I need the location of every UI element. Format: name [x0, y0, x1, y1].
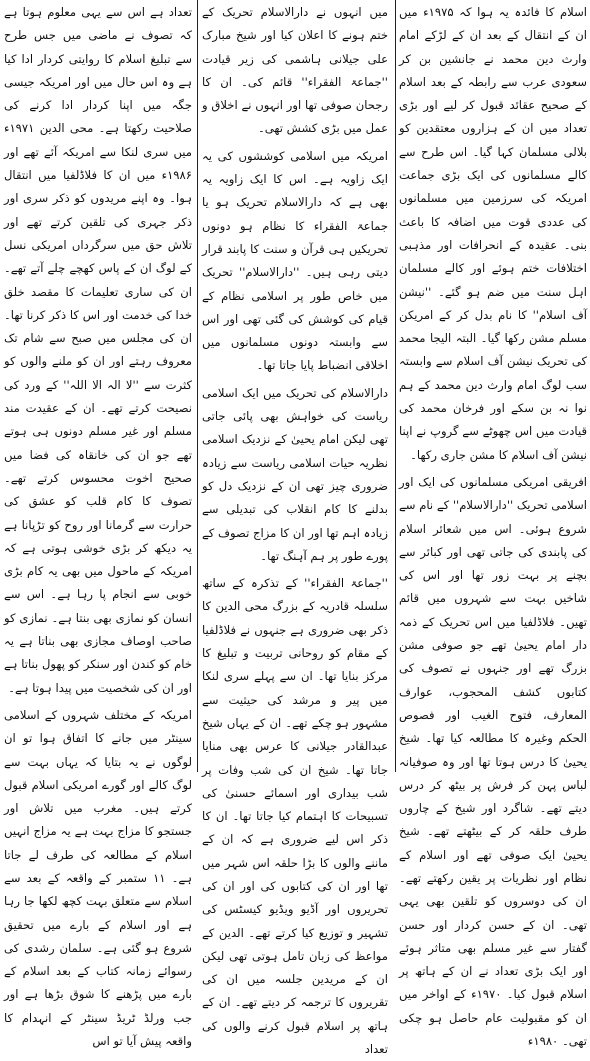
- column-divider: [395, 0, 396, 772]
- paragraph: اسلام کا فائدہ یہ ہوا کہ ۱۹۷۵ء میں ان کے انتقال کے بعد ان کے لڑکے امام وارث دین محمد نے جانشین بن کر سعودی عرب سے رابطہ کے بعد اسلام کے صحیح عقائد قبول کر لیے اور بڑی تعداد میں ان کے ہزاروں معتقدین کو بلالی مسلمان کہا گیا۔ اس طرح سے کالے مسلمانوں کی ایک بڑی جماعت امریکہ کی سرزمین میں مسلمانوں کی عددی قوت میں اضافہ کا باعث بنی۔ عقیدہ کے انحرافات اور مذہبی اختلافات ختم ہوئے اور کالے مسلمان اہل سنت میں ضم ہو گئے۔ ''نیشن آف اسلام'' کا نام بدل کر کے امریکن مسلم مشن رکھا گیا۔ البتہ الیجا محمد کی تحریک نیشن آف اسلام سے وابستہ سب لوگ امام وارث دین محمد کے ہم نوا نہ بن سکے اور فرخان محمد کی قیادت میں اس چھوٹے سے گروپ نے اپنا نیشن آف اسلام کا مشن جاری رکھا۔: [399, 5, 588, 462]
- article-column-left: [3, 0, 192, 1049]
- paragraph: افریقی امریکی مسلمانوں کی ایک اور اسلامی تحریک ''دارالاسلام'' کے نام سے شروع ہوئی۔ اس میں شعائر اسلام کی پابندی کی جاتی تھی اور کبائر سے بچنے پر بہت زور تھا اور اس کی شاخیں بہت سے شہروں میں قائم تھیں۔ فلاڈلفیا میں اس تحریک کے ذمہ دار امام یحییٰ تھے جو صوفی مشن بزرگ تھے اور جنہوں نے تصوف کی کتابوں کشف المحجوب، عوارف المعارف، فتوح الغیب اور فصوص الحکم وغیرہ کا مطالعہ کیا تھا۔ شیخ یحییٰ کا درس ہوتا تھا اور وہ صوفیانہ لباس پہن کر فرش پر بیٹھ کر درس دیتے تھے۔ شاگرد اور شیخ کے چاروں طرف حلقہ کر کے بیٹھتے تھے۔ شیخ یحییٰ ایک صوفی تھے اور اسلام کے نظام اور نظریات پر یقین رکھتے تھے۔ ان کی دوسروں کو تلقین بھی یہی تھی۔ ان کے حسن کردار اور حسن گفتار سے غیر مسلم بھی متاثر ہوئے اور ایک بڑی تعداد نے ان کے ہاتھ پر اسلام قبول کیا۔ ۱۹۷۰ء کے اواخر میں ان کو مقبولیت عام حاصل ہو چکی تھی۔ ۱۹۸۰ء: [399, 474, 587, 1049]
- paragraph: تعداد ہے اس سے یہی معلوم ہوتا ہے کہ تصوف نے ماضی میں جس طرح سے تبلیغ اسلام کا روایتی کردار ادا کیا ہے وہ اس حال میں اور امریکہ جیسی جگہ میں اپنا کردار ادا کرنے کی صلاحیت رکھتا ہے۔ محی الدین ۱۹۷۱ء میں سری لنکا سے امریکہ آئے تھے اور ۱۹۸۶ء میں ان کا فلاڈلفیا میں انتقال ہوا۔ وہ اپنے مریدوں کو ذکر سری اور ذکر جہری کی تلقین کرتے تھے اور تلاش حق میں سرگرداں امریکی نسل کے لوگ ان کے پاس کھچے چلے آتے تھے۔ ان کی ساری تعلیمات کا مقصد خلق خدا کی خدمت اور اس کا ذکر کرنا تھا۔ ان کی مجلس میں صبح سے شام تک معروف رہتے اور ان کو ملنے والوں کو کثرت سے ''لا الہ الا اللہ'' کے ورد کی نصیحت کرتے تھے۔ ان کے عقیدت مند مسلم اور غیر مسلم دونوں ہی ہوتے تھے جو ان کی خانقاہ کی فضا میں صحیح اخوت محسوس کرتے تھے۔ تصوف کا کام قلب کو عشق کی حرارت سے گرمانا اور روح کو تڑپانا ہے یہ دیکھ کر بڑی خوشی ہوتی ہے کہ امریکہ کے ماحول میں بھی یہ کام بڑی خوبی سے انجام پا رہا ہے۔ اس سے انسان کو نمازی بھی بنتا ہے۔ نمازی کو صاحب اوصاف مجازی بھی بناتا ہے یہ خام کو کندن اور سنکر کو پھول بناتا ہے اور ان کی شخصیت میں پیدا ہوتا ہے۔: [3, 5, 192, 695]
- article-column-middle: [202, 0, 388, 1057]
- paragraph: ''جماعۃ الفقراء'' کے تذکرہ کے ساتھ سلسلہ قادریہ کے بزرگ محی الدین کا ذکر بھی ضروری ہے جنہوں نے فلاڈلفیا کے مقام کو روحانی تربیت و تبلیغ کا مرکز بنایا تھا۔ ان سے پہلے سری لنکا میں پیر و مرشد کی حیثیت سے مشہور ہو چکے تھے۔ ان کے یہاں شیخ عبدالقادر جیلانی کا عرس بھی منایا جاتا تھا۔ شیخ ان کی شب وفات پر شب بیداری اور اسمائے حسنیٰ کی تسبیحات کا اہتمام کیا جاتا تھا۔ ان کا ذکر اس لیے ضروری ہے کہ ان کے ماننے والوں کا بڑا حلقہ اس شہر میں تھا اور ان کی کتابوں کی اور ان کی تحریروں اور آڈیو ویڈیو کیسٹس کی تشہیر و توزیع کیا کرتے تھے۔ الدین کے مواعظ کی زبان تامل ہوتی تھی لیکن ان کے مریدین جلسہ میں ان کی تقریروں کا ترجمہ کر دیتے تھے۔ ان کے ہاتھ پر اسلام قبول کرنے والوں کی تعداد: [202, 576, 388, 1057]
- article-column-right: [399, 0, 588, 1049]
- column-divider: [197, 0, 198, 772]
- paragraph: امریکہ کے مختلف شہروں کے اسلامی سینٹر میں جانے کا اتفاق ہوا تو ان لوگوں نے یہ بتایا کہ یہاں بہت سے لوگ کالے اور گورے امریکی اسلام قبول کرتے ہیں۔ مغرب میں تلاش اور جستجو کا مزاج بہت ہے یہ مزاج انہیں اسلام کے مطالعہ کی طرف لے جاتا ہے۔ ۱۱ ستمبر کے واقعہ کے بعد سے اسلام سے متعلق بہت کچھ لکھا جا رہا ہے اور اسلام کے بارے میں تحقیق شروع ہو گئی ہے۔ سلمان رشدی کی رسوائے زمانہ کتاب کے بعد اسلام کے بارے میں پڑھنے کا شوق بڑھا ہے اور جب ورلڈ ٹریڈ سینٹر کے انہدام کا واقعہ پیش آیا تو اس: [4, 707, 192, 1049]
- paragraph: دارالاسلام کی تحریک میں ایک اسلامی ریاست کی خواہش بھی پائی جاتی تھی لیکن امام یحییٰ کے نزدیک اسلامی نظریہ حیات اسلامی ریاست سے زیادہ ضروری چیز تھی ان کے نزدیک دل کو بدلنے کا کام انقلاب کی تبدیلی سے زیادہ اہم تھا اور ان کا مزاج تصوف کے پورے طور پر ہم آہنگ تھا۔: [202, 385, 388, 563]
- paragraph: میں انہوں نے دارالاسلام تحریک کے ختم ہونے کا اعلان کیا اور شیخ مبارک علی جیلانی ہاشمی کی زیر قیادت ''جماعۃ الفقراء'' قائم کی۔ ان کا رجحان صوفی تھا اور انہوں نے اخلاق و عمل میں بڑی کشش تھی۔: [202, 5, 388, 136]
- paragraph: امریکہ میں اسلامی کوششوں کی یہ ایک زاویہ ہے۔ اس کا ایک زاویہ یہ بھی ہے کہ دارالاسلام تحریک ہو یا جماعۃ الفقراء کا نظام ہو دونوں تحریکیں ہی قرآن و سنت کا پابند قرار دیتی رہی ہیں۔ ''دارالاسلام'' تحریک میں خاص طور پر اسلامی نظام کے قیام کی کوشش کی گئی تھی اور اس سے وابستہ دونوں مسلمانوں میں اخلاقی انضباط پایا جاتا تھا۔: [202, 148, 388, 373]
